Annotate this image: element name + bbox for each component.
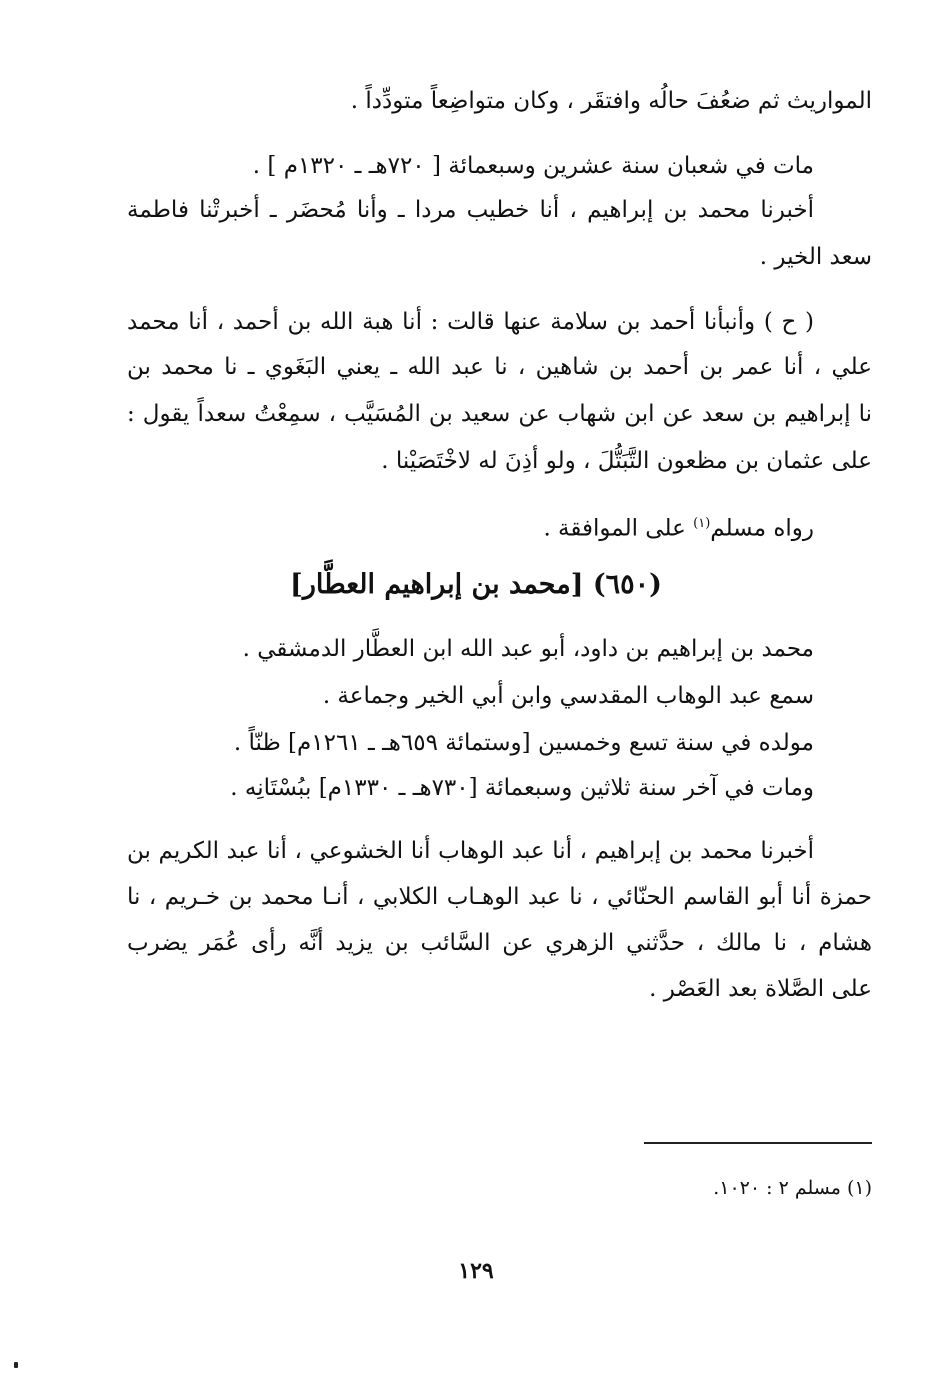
text-line-1: المواريث ثم ضعُفَ حالُه وافتقَر ، وكان متواضِعاً متودِّداً . <box>350 88 872 114</box>
narration-text-end: على الموافقة . <box>543 515 694 542</box>
narration-text: رواه مسلم <box>710 515 814 542</box>
section-heading: (٦٥٠) [محمد بن إبراهيم العطَّار] <box>290 569 662 600</box>
text-line-18: على الصَّلاة بعد العَصْر . <box>649 976 872 1002</box>
footnote: (١) مسلم ٢ : ١٠٢٠. <box>713 1177 872 1199</box>
scan-mark <box>14 1362 18 1368</box>
text-line-12: سمع عبد الوهاب المقدسي وابن أبي الخير وجماعة . <box>322 683 814 709</box>
text-line-8: على عثمان بن مظعون التَّبَتُّلَ ، ولو أذِنَ له لاخْتَصَيْنا . <box>381 448 872 474</box>
text-line-17: هشام ، نا مالك ، حدَّثني الزهري عن السَّائب بن يزيد أنَّه رأى عُمَر يضرب <box>127 930 872 956</box>
text-line-7: نا إبراهيم بن سعد عن ابن شهاب عن سعيد بن المُسَيَّب ، سمِعْتُ سعداً يقول : <box>127 401 872 427</box>
text-line-9 <box>127 507 814 546</box>
text-line-2: مات في شعبان سنة عشرين وسبعمائة [ ٧٢٠هـ ـ ١٣٢٠م ] . <box>252 153 814 179</box>
footnote-marker: (١) <box>693 516 711 531</box>
text-line-4: سعد الخير . <box>759 244 872 270</box>
text-line-3: أخبرنا محمد بن إبراهيم ، أنا خطيب مردا ـ وأنا مُحضَر ـ أخبرتْنا فاطمة <box>127 197 814 223</box>
page-number: ١٢٩ <box>458 1258 494 1284</box>
text-line-16: حمزة أنا أبو القاسم الحنّائي ، نا عبد الوهـاب الكلابي ، أنـا محمد بن خـريم ، نا <box>127 884 872 910</box>
text-line-11: محمد بن إبراهيم بن داود، أبو عبد الله ابن العطَّار الدمشقي . <box>242 636 814 662</box>
text-line-6: علي ، أنا عمر بن أحمد بن شاهين ، نا عبد الله ـ يعني البَغَوي ـ نا محمد بن <box>127 354 872 380</box>
text-line-14: ومات في آخر سنة ثلاثين وسبعمائة [٧٣٠هـ ـ ١٣٣٠م] ببُسْتَانِه . <box>230 775 814 801</box>
text-line-15: أخبرنا محمد بن إبراهيم ، أنا عبد الوهاب أنا الخشوعي ، أنا عبد الكريم بن <box>127 838 814 864</box>
text-line-13: مولده في سنة تسع وخمسين [وستمائة ٦٥٩هـ ـ ١٢٦١م] ظنّاً . <box>233 730 814 756</box>
text-line-5: ( ح ) وأنبأنا أحمد بن سلامة عنها قالت : أنا هبة الله بن أحمد ، أنا محمد <box>127 309 814 335</box>
footnote-divider <box>644 1142 872 1144</box>
